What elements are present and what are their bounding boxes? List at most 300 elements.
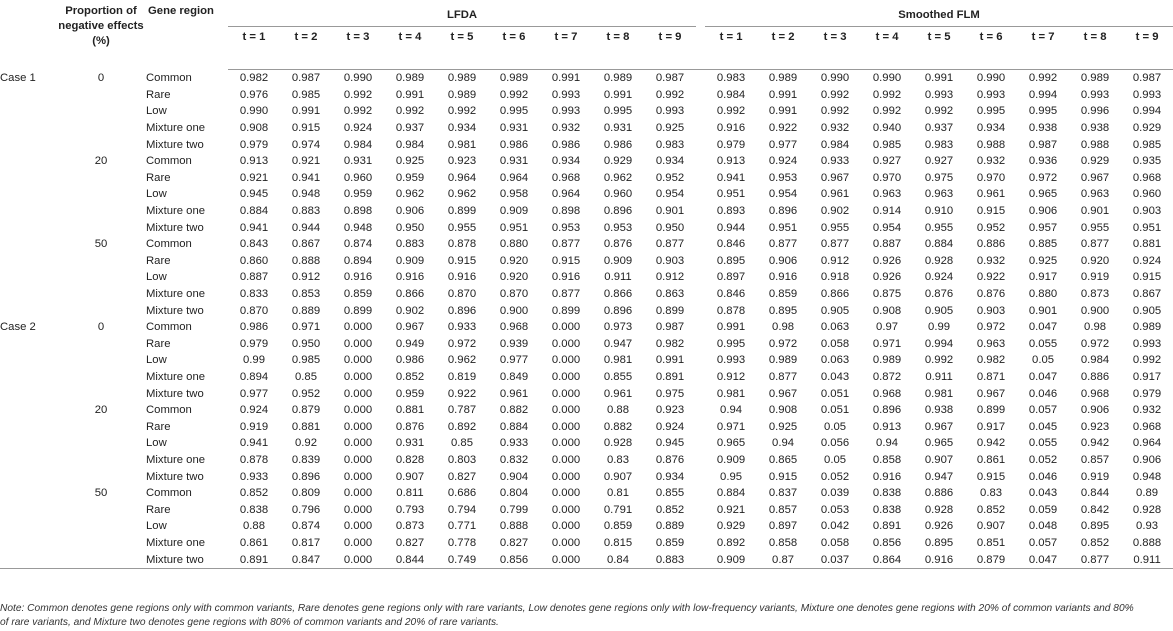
- case-cell: [0, 418, 58, 435]
- lfda-value-cell: 0.902: [395, 304, 425, 317]
- lfda-value-cell: 0.876: [655, 453, 685, 466]
- lfda-value-cell: 0.986: [603, 138, 633, 151]
- flm-value-cell: 0.992: [872, 88, 902, 101]
- lfda-value-cell: 0.915: [551, 254, 581, 267]
- lfda-value-cell: 0.793: [395, 503, 425, 516]
- flm-value-cell: 0.046: [1028, 470, 1058, 483]
- flm-value-cell: 0.98: [772, 321, 795, 334]
- proportion-cell: 0: [97, 321, 105, 334]
- lfda-value-cell: 0.941: [239, 437, 269, 450]
- flm-value-cell: 0.967: [924, 420, 954, 433]
- lfda-time-header: t = 4: [384, 27, 436, 48]
- flm-value-cell: 0.910: [924, 205, 954, 218]
- table-row: [0, 136, 1173, 153]
- proportion-header: Proportion of negative effects (%): [58, 5, 144, 47]
- flm-value-cell: 0.838: [872, 503, 902, 516]
- flm-value-cell: 0.989: [1132, 321, 1162, 334]
- flm-value-cell: 0.846: [716, 238, 746, 251]
- lfda-value-cell: 0.948: [343, 221, 373, 234]
- lfda-value-cell: 0.000: [343, 321, 373, 334]
- lfda-value-cell: 0.989: [603, 72, 633, 85]
- flm-value-cell: 0.968: [1080, 387, 1110, 400]
- flm-value-cell: 0.87: [757, 551, 809, 568]
- flm-value-cell: 0.967: [1080, 171, 1110, 184]
- flm-time-header: t = 1: [705, 27, 757, 48]
- flm-value-cell: 0.838: [872, 487, 902, 500]
- lfda-time-header: t = 7: [540, 27, 592, 48]
- gene-region-cell: Mixture one: [146, 370, 206, 383]
- lfda-value-cell: 0.749: [436, 551, 488, 568]
- flm-value-cell: 0.893: [716, 205, 746, 218]
- flm-value-cell: 0.928: [924, 254, 954, 267]
- case-cell: [0, 253, 58, 270]
- flm-value-cell: 0.990: [872, 72, 902, 85]
- lfda-value-cell: 0.878: [239, 453, 269, 466]
- flm-value-cell: 0.928: [924, 503, 954, 516]
- flm-value-cell: 0.877: [820, 238, 850, 251]
- case-cell: [0, 468, 58, 485]
- flm-value-cell: 0.895: [716, 254, 746, 267]
- flm-value-cell: 0.861: [976, 453, 1006, 466]
- flm-value-cell: 0.05: [824, 420, 847, 433]
- flm-value-cell: 0.917: [1028, 271, 1058, 284]
- lfda-value-cell: 0.987: [291, 72, 321, 85]
- proportion-cell: [58, 302, 144, 319]
- flm-value-cell: 0.925: [768, 420, 798, 433]
- flm-value-cell: 0.926: [924, 520, 954, 533]
- case-cell: [0, 518, 58, 535]
- case-cell: [0, 336, 58, 353]
- lfda-time-header: t = 6: [488, 27, 540, 48]
- flm-value-cell: 0.957: [1028, 221, 1058, 234]
- proportion-cell: [58, 186, 144, 203]
- flm-value-cell: 0.056: [820, 437, 850, 450]
- proportion-cell: [58, 203, 144, 220]
- group-gap: [696, 153, 705, 170]
- flm-value-cell: 0.965: [1028, 188, 1058, 201]
- group-gap: [696, 551, 705, 568]
- proportion-cell: [58, 551, 144, 568]
- proportion-cell: [58, 336, 144, 353]
- lfda-value-cell: 0.961: [603, 387, 633, 400]
- lfda-value-cell: 0.899: [343, 304, 373, 317]
- case-cell: [0, 203, 58, 220]
- lfda-time-header: t = 2: [280, 27, 332, 48]
- group-gap: [696, 219, 705, 236]
- proportion-cell: [58, 103, 144, 120]
- lfda-value-cell: 0.962: [603, 171, 633, 184]
- lfda-value-cell: 0.852: [395, 370, 425, 383]
- flm-value-cell: 0.987: [1028, 138, 1058, 151]
- flm-value-cell: 0.972: [768, 337, 798, 350]
- lfda-value-cell: 0.817: [291, 536, 321, 549]
- flm-value-cell: 0.941: [716, 171, 746, 184]
- flm-value-cell: 0.929: [1132, 122, 1162, 135]
- flm-value-cell: 0.877: [1080, 238, 1110, 251]
- proportion-cell: [58, 535, 144, 552]
- lfda-value-cell: 0.968: [499, 321, 529, 334]
- lfda-value-cell: 0.923: [655, 404, 685, 417]
- lfda-value-cell: 0.928: [603, 437, 633, 450]
- flm-value-cell: 0.912: [820, 254, 850, 267]
- flm-value-cell: 0.992: [716, 105, 746, 118]
- lfda-value-cell: 0.877: [551, 288, 581, 301]
- flm-value-cell: 0.963: [924, 188, 954, 201]
- lfda-value-cell: 0.880: [499, 238, 529, 251]
- lfda-value-cell: 0.794: [447, 503, 477, 516]
- flm-value-cell: 0.933: [820, 155, 850, 168]
- lfda-value-cell: 0.920: [499, 271, 529, 284]
- flm-value-cell: 0.925: [1028, 254, 1058, 267]
- lfda-value-cell: 0.949: [395, 337, 425, 350]
- table-row: [0, 153, 1173, 170]
- lfda-value-cell: 0.960: [603, 188, 633, 201]
- lfda-value-cell: 0.934: [655, 470, 685, 483]
- lfda-value-cell: 0.827: [499, 536, 529, 549]
- proportion-cell: [58, 468, 144, 485]
- gene-region-cell: Mixture two: [146, 304, 204, 317]
- flm-value-cell: 0.984: [1080, 354, 1110, 367]
- flm-value-cell: 0.89: [1136, 487, 1159, 500]
- lfda-value-cell: 0.896: [291, 470, 321, 483]
- flm-value-cell: 0.994: [924, 337, 954, 350]
- group-gap: [696, 87, 705, 104]
- lfda-value-cell: 0.849: [499, 370, 529, 383]
- smoothed-flm-group-header: Smoothed FLM: [898, 9, 980, 21]
- flm-value-cell: 0.990: [976, 72, 1006, 85]
- lfda-value-cell: 0.923: [447, 155, 477, 168]
- lfda-value-cell: 0.933: [447, 321, 477, 334]
- lfda-value-cell: 0.992: [499, 88, 529, 101]
- flm-value-cell: 0.895: [1080, 520, 1110, 533]
- lfda-value-cell: 0.81: [607, 487, 629, 500]
- flm-value-cell: 0.915: [1132, 271, 1162, 284]
- lfda-value-cell: 0.989: [447, 88, 477, 101]
- group-gap: [696, 302, 705, 319]
- flm-value-cell: 0.916: [716, 122, 746, 135]
- flm-value-cell: 0.864: [861, 551, 913, 568]
- lfda-value-cell: 0.991: [551, 72, 581, 85]
- case-cell: [0, 136, 58, 153]
- flm-value-cell: 0.932: [1132, 404, 1162, 417]
- gene-region-cell: Rare: [146, 337, 171, 350]
- lfda-time-header: t = 1: [228, 27, 280, 48]
- lfda-value-cell: 0.88: [243, 520, 265, 533]
- flm-value-cell: 0.988: [976, 138, 1006, 151]
- lfda-value-cell: 0.984: [395, 138, 425, 151]
- lfda-value-cell: 0.000: [551, 470, 581, 483]
- lfda-value-cell: 0.878: [447, 238, 477, 251]
- flm-value-cell: 0.852: [1080, 536, 1110, 549]
- lfda-value-cell: 0.987: [655, 72, 685, 85]
- proportion-cell: [58, 253, 144, 270]
- flm-value-cell: 0.903: [1132, 205, 1162, 218]
- lfda-value-cell: 0.883: [291, 205, 321, 218]
- group-gap: [696, 186, 705, 203]
- group-gap: [696, 352, 705, 369]
- flm-value-cell: 0.877: [768, 238, 798, 251]
- lfda-value-cell: 0.000: [343, 536, 373, 549]
- flm-value-cell: 0.989: [1080, 72, 1110, 85]
- flm-value-cell: 0.896: [768, 205, 798, 218]
- lfda-value-cell: 0.889: [291, 304, 321, 317]
- flm-value-cell: 0.929: [1080, 155, 1110, 168]
- proportion-cell: [58, 352, 144, 369]
- lfda-value-cell: 0.828: [395, 453, 425, 466]
- gene-region-cell: Rare: [146, 88, 171, 101]
- flm-value-cell: 0.981: [716, 387, 746, 400]
- lfda-value-cell: 0.899: [551, 304, 581, 317]
- lfda-value-cell: 0.85: [295, 370, 317, 383]
- flm-value-cell: 0.993: [976, 88, 1006, 101]
- lfda-value-cell: 0.919: [239, 420, 269, 433]
- table-row: [0, 535, 1173, 552]
- table-row: [0, 452, 1173, 469]
- gene-region-header: Gene region: [148, 5, 214, 17]
- flm-value-cell: 0.047: [1028, 321, 1058, 334]
- gene-region-cell: Common: [146, 487, 192, 500]
- lfda-value-cell: 0.916: [447, 271, 477, 284]
- flm-value-cell: 0.884: [716, 487, 746, 500]
- flm-value-cell: 0.94: [720, 404, 743, 417]
- lfda-value-cell: 0.989: [447, 72, 477, 85]
- group-gap: [696, 253, 705, 270]
- lfda-value-cell: 0.932: [551, 122, 581, 135]
- flm-value-cell: 0.981: [924, 387, 954, 400]
- lfda-value-cell: 0.962: [447, 354, 477, 367]
- lfda-value-cell: 0.804: [499, 487, 529, 500]
- flm-value-cell: 0.913: [716, 155, 746, 168]
- table-row: [0, 319, 1173, 336]
- flm-value-cell: 0.992: [1028, 72, 1058, 85]
- gene-region-cell: Rare: [146, 420, 171, 433]
- lfda-value-cell: 0.000: [551, 321, 581, 334]
- flm-value-cell: 0.992: [820, 105, 850, 118]
- lfda-value-cell: 0.000: [343, 470, 373, 483]
- case-cell: [0, 452, 58, 469]
- gene-region-cell: Low: [146, 354, 167, 367]
- lfda-value-cell: 0.889: [655, 520, 685, 533]
- lfda-value-cell: 0.964: [551, 188, 581, 201]
- lfda-value-cell: 0.977: [499, 354, 529, 367]
- case-cell: [0, 551, 58, 568]
- flm-time-header: t = 5: [913, 27, 965, 48]
- flm-value-cell: 0.992: [924, 105, 954, 118]
- lfda-value-cell: 0.876: [603, 238, 633, 251]
- flm-value-cell: 0.961: [820, 188, 850, 201]
- lfda-value-cell: 0.931: [499, 155, 529, 168]
- lfda-value-cell: 0.859: [343, 288, 373, 301]
- lfda-value-cell: 0.000: [540, 551, 592, 568]
- results-table: [0, 4, 1173, 569]
- lfda-value-cell: 0.916: [395, 271, 425, 284]
- table-row: [0, 402, 1173, 419]
- lfda-value-cell: 0.990: [239, 105, 269, 118]
- lfda-value-cell: 0.924: [239, 404, 269, 417]
- lfda-value-cell: 0.892: [447, 420, 477, 433]
- lfda-value-cell: 0.000: [551, 453, 581, 466]
- flm-value-cell: 0.98: [1084, 321, 1107, 334]
- case-cell: [0, 485, 58, 502]
- lfda-value-cell: 0.881: [291, 420, 321, 433]
- flm-value-cell: 0.937: [924, 122, 954, 135]
- case-cell: [0, 103, 58, 120]
- lfda-value-cell: 0.874: [343, 238, 373, 251]
- lfda-value-cell: 0.991: [291, 105, 321, 118]
- lfda-value-cell: 0.907: [395, 470, 425, 483]
- flm-value-cell: 0.992: [924, 354, 954, 367]
- lfda-value-cell: 0.832: [499, 453, 529, 466]
- lfda-value-cell: 0.856: [488, 551, 540, 568]
- lfda-time-header: t = 3: [332, 27, 384, 48]
- lfda-value-cell: 0.000: [551, 354, 581, 367]
- lfda-value-cell: 0.827: [395, 536, 425, 549]
- lfda-value-cell: 0.951: [499, 221, 529, 234]
- lfda-value-cell: 0.950: [395, 221, 425, 234]
- lfda-value-cell: 0.904: [499, 470, 529, 483]
- lfda-value-cell: 0.771: [447, 520, 477, 533]
- lfda-value-cell: 0.833: [239, 288, 269, 301]
- lfda-value-cell: 0.901: [655, 205, 685, 218]
- flm-value-cell: 0.987: [1132, 72, 1162, 85]
- flm-value-cell: 0.951: [1132, 221, 1162, 234]
- lfda-value-cell: 0.986: [239, 321, 269, 334]
- lfda-value-cell: 0.859: [603, 520, 633, 533]
- gene-region-cell: Low: [146, 105, 167, 118]
- flm-value-cell: 0.048: [1028, 520, 1058, 533]
- case-cell: [0, 236, 58, 253]
- flm-value-cell: 0.039: [820, 487, 850, 500]
- gene-region-cell: Mixture two: [146, 221, 204, 234]
- flm-value-cell: 0.911: [1121, 551, 1173, 568]
- flm-value-cell: 0.872: [872, 370, 902, 383]
- flm-value-cell: 0.903: [976, 304, 1006, 317]
- flm-value-cell: 0.971: [716, 420, 746, 433]
- flm-value-cell: 0.926: [872, 271, 902, 284]
- proportion-cell: [58, 369, 144, 386]
- flm-value-cell: 0.995: [716, 337, 746, 350]
- flm-value-cell: 0.917: [976, 420, 1006, 433]
- lfda-value-cell: 0.991: [655, 354, 685, 367]
- table-row: [0, 120, 1173, 137]
- flm-value-cell: 0.916: [913, 551, 965, 568]
- flm-value-cell: 0.83: [980, 487, 1003, 500]
- flm-value-cell: 0.881: [1132, 238, 1162, 251]
- lfda-value-cell: 0.84: [592, 551, 644, 568]
- flm-value-cell: 0.940: [872, 122, 902, 135]
- lfda-value-cell: 0.962: [447, 188, 477, 201]
- lfda-value-cell: 0.974: [291, 138, 321, 151]
- flm-value-cell: 0.858: [872, 453, 902, 466]
- gene-region-cell: Rare: [146, 503, 171, 516]
- flm-time-header: t = 7: [1017, 27, 1069, 48]
- lfda-value-cell: 0.983: [655, 138, 685, 151]
- flm-value-cell: 0.94: [772, 437, 795, 450]
- lfda-value-cell: 0.873: [395, 520, 425, 533]
- lfda-value-cell: 0.879: [291, 404, 321, 417]
- proportion-cell: [58, 269, 144, 286]
- flm-value-cell: 0.938: [1028, 122, 1058, 135]
- lfda-value-cell: 0.867: [291, 238, 321, 251]
- flm-value-cell: 0.852: [976, 503, 1006, 516]
- lfda-value-cell: 0.915: [291, 122, 321, 135]
- lfda-value-cell: 0.861: [239, 536, 269, 549]
- proportion-cell: [58, 136, 144, 153]
- lfda-value-cell: 0.000: [551, 404, 581, 417]
- lfda-value-cell: 0.912: [291, 271, 321, 284]
- flm-value-cell: 0.932: [820, 122, 850, 135]
- lfda-value-cell: 0.843: [239, 238, 269, 251]
- flm-value-cell: 0.857: [768, 503, 798, 516]
- lfda-value-cell: 0.898: [343, 205, 373, 218]
- flm-value-cell: 0.927: [924, 155, 954, 168]
- lfda-value-cell: 0.977: [239, 387, 269, 400]
- gene-region-cell: Rare: [146, 254, 171, 267]
- flm-value-cell: 0.995: [976, 105, 1006, 118]
- gene-region-cell: Common: [146, 321, 192, 334]
- lfda-value-cell: 0.931: [499, 122, 529, 135]
- lfda-value-cell: 0.860: [239, 254, 269, 267]
- flm-value-cell: 0.996: [1080, 105, 1110, 118]
- lfda-value-cell: 0.959: [395, 171, 425, 184]
- flm-value-cell: 0.907: [976, 520, 1006, 533]
- flm-value-cell: 0.921: [716, 503, 746, 516]
- flm-value-cell: 0.895: [924, 536, 954, 549]
- lfda-value-cell: 0.960: [343, 171, 373, 184]
- flm-value-cell: 0.951: [768, 221, 798, 234]
- lfda-value-cell: 0.986: [551, 138, 581, 151]
- flm-value-cell: 0.984: [716, 88, 746, 101]
- flm-value-cell: 0.871: [976, 370, 1006, 383]
- flm-value-cell: 0.851: [976, 536, 1006, 549]
- flm-value-cell: 0.916: [768, 271, 798, 284]
- flm-value-cell: 0.917: [1132, 370, 1162, 383]
- group-gap: [696, 369, 705, 386]
- gene-region-cell: Mixture one: [146, 122, 206, 135]
- table-row: [0, 70, 1173, 87]
- flm-value-cell: 0.952: [976, 221, 1006, 234]
- flm-time-header: t = 9: [1121, 27, 1173, 48]
- lfda-value-cell: 0.950: [291, 337, 321, 350]
- flm-time-header: t = 3: [809, 27, 861, 48]
- group-gap: [696, 435, 705, 452]
- group-gap: [696, 236, 705, 253]
- lfda-value-cell: 0.909: [603, 254, 633, 267]
- table-row: [0, 336, 1173, 353]
- flm-value-cell: 0.991: [716, 321, 746, 334]
- proportion-cell: [58, 385, 144, 402]
- group-gap: [696, 269, 705, 286]
- gene-region-cell: Low: [146, 188, 167, 201]
- lfda-value-cell: 0.819: [447, 370, 477, 383]
- flm-value-cell: 0.885: [1028, 238, 1058, 251]
- gene-region-cell: Mixture two: [146, 138, 204, 151]
- flm-value-cell: 0.924: [768, 155, 798, 168]
- proportion-cell: [58, 219, 144, 236]
- flm-value-cell: 0.968: [1132, 171, 1162, 184]
- flm-value-cell: 0.906: [1080, 404, 1110, 417]
- flm-value-cell: 0.990: [820, 72, 850, 85]
- lfda-value-cell: 0.964: [447, 171, 477, 184]
- flm-value-cell: 0.972: [1080, 337, 1110, 350]
- flm-value-cell: 0.942: [1080, 437, 1110, 450]
- lfda-value-cell: 0.778: [447, 536, 477, 549]
- table-row: [0, 186, 1173, 203]
- flm-value-cell: 0.993: [1080, 88, 1110, 101]
- flm-value-cell: 0.05: [824, 453, 847, 466]
- proportion-cell: [58, 452, 144, 469]
- flm-value-cell: 0.867: [1132, 288, 1162, 301]
